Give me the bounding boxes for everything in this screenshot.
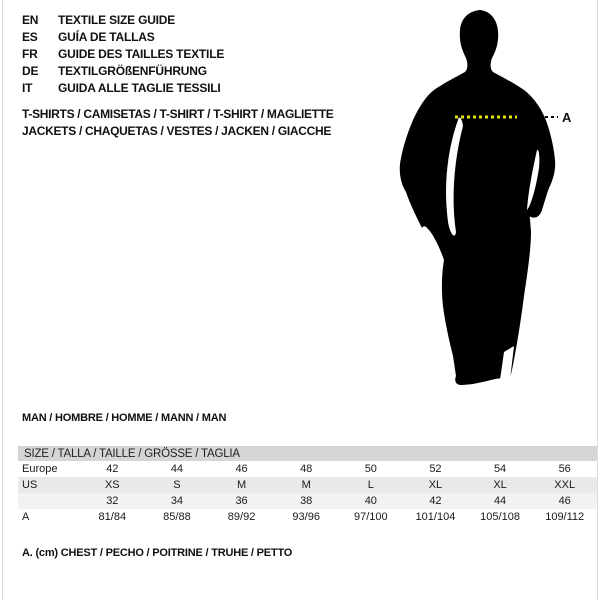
table-cell: S bbox=[173, 479, 181, 491]
language-label: TEXTILE SIZE GUIDE bbox=[58, 13, 176, 27]
language-code: ES bbox=[22, 30, 38, 44]
measurement-footnote: A. (cm) CHEST / PECHO / POITRINE / TRUHE / PETTO bbox=[22, 547, 293, 559]
row-label bbox=[18, 493, 80, 509]
table-cell: 38 bbox=[300, 495, 313, 507]
table-cell: 40 bbox=[364, 495, 377, 507]
right-edge-line bbox=[597, 0, 598, 600]
table-cell: 109/112 bbox=[545, 511, 585, 523]
table-row-us bbox=[18, 477, 597, 493]
left-edge-line bbox=[2, 0, 3, 600]
table-cell: 32 bbox=[106, 495, 119, 507]
table-cell: XL bbox=[493, 479, 507, 491]
section-title-man: MAN / HOMBRE / HOMME / MANN / MAN bbox=[22, 412, 227, 424]
table-cell: M bbox=[301, 479, 311, 491]
table-cell: XL bbox=[428, 479, 443, 491]
table-cell: 101/104 bbox=[415, 511, 456, 523]
language-row-it bbox=[22, 80, 224, 97]
table-cell: 50 bbox=[364, 463, 377, 475]
table-cell: 42 bbox=[429, 495, 442, 507]
table-cell: 48 bbox=[300, 463, 313, 475]
table-cell: 46 bbox=[558, 495, 571, 507]
table-cell: 93/96 bbox=[292, 511, 320, 523]
language-row-de bbox=[22, 63, 224, 80]
category-tshirts: T-SHIRTS / CAMISETAS / T-SHIRT / T-SHIRT / MAGLIETTE bbox=[22, 107, 334, 121]
language-label: GUIDE DES TAILLES TEXTILE bbox=[58, 47, 225, 61]
table-cell: 34 bbox=[170, 495, 184, 507]
table-cell: 42 bbox=[106, 463, 119, 475]
language-code: FR bbox=[22, 47, 38, 61]
table-cell: 81/84 bbox=[98, 511, 127, 523]
size-table bbox=[18, 446, 597, 525]
table-cell: 52 bbox=[429, 463, 442, 475]
category-list bbox=[22, 106, 334, 140]
language-row-es bbox=[22, 29, 224, 46]
table-cell: 105/108 bbox=[480, 511, 520, 523]
row-label: Europe bbox=[22, 463, 58, 475]
language-label: GUIDA ALLE TAGLIE TESSILI bbox=[58, 81, 221, 95]
table-cell: 85/88 bbox=[163, 511, 191, 523]
table-cell: 97/100 bbox=[353, 511, 388, 523]
language-code: EN bbox=[22, 13, 39, 27]
language-code: DE bbox=[22, 64, 39, 78]
language-label: GUÍA DE TALLAS bbox=[58, 30, 155, 44]
table-row-numeric bbox=[18, 493, 597, 509]
table-cell: M bbox=[236, 479, 247, 491]
table-row-europe bbox=[18, 461, 597, 477]
table-cell: 44 bbox=[170, 463, 184, 475]
language-row-fr bbox=[22, 46, 224, 63]
language-label: TEXTILGRÖßENFÜHRUNG bbox=[58, 64, 207, 78]
table-cell: 44 bbox=[493, 495, 507, 507]
table-cell: 36 bbox=[235, 495, 248, 507]
table-row-chest-a bbox=[18, 509, 597, 525]
table-header-row bbox=[18, 446, 597, 461]
table-cell: XS bbox=[104, 479, 120, 491]
row-label: US bbox=[22, 479, 38, 491]
table-cell: 54 bbox=[493, 463, 507, 475]
table-cell: 89/92 bbox=[227, 511, 256, 523]
language-row-en bbox=[22, 12, 224, 29]
language-code: IT bbox=[22, 81, 33, 95]
table-header: SIZE / TALLA / TAILLE / GRÖSSE / TAGLIA bbox=[18, 446, 597, 461]
measure-label-a: A bbox=[562, 110, 572, 125]
row-label: A bbox=[22, 511, 30, 523]
table-cell: 56 bbox=[558, 463, 571, 475]
language-list bbox=[22, 12, 224, 97]
man-silhouette-figure bbox=[398, 8, 578, 393]
man-silhouette bbox=[398, 8, 578, 393]
table-cell: XXL bbox=[554, 479, 576, 491]
table-cell: 46 bbox=[235, 463, 248, 475]
category-jackets: JACKETS / CHAQUETAS / VESTES / JACKEN / GIACCHE bbox=[22, 124, 332, 138]
table-cell: L bbox=[367, 479, 374, 491]
